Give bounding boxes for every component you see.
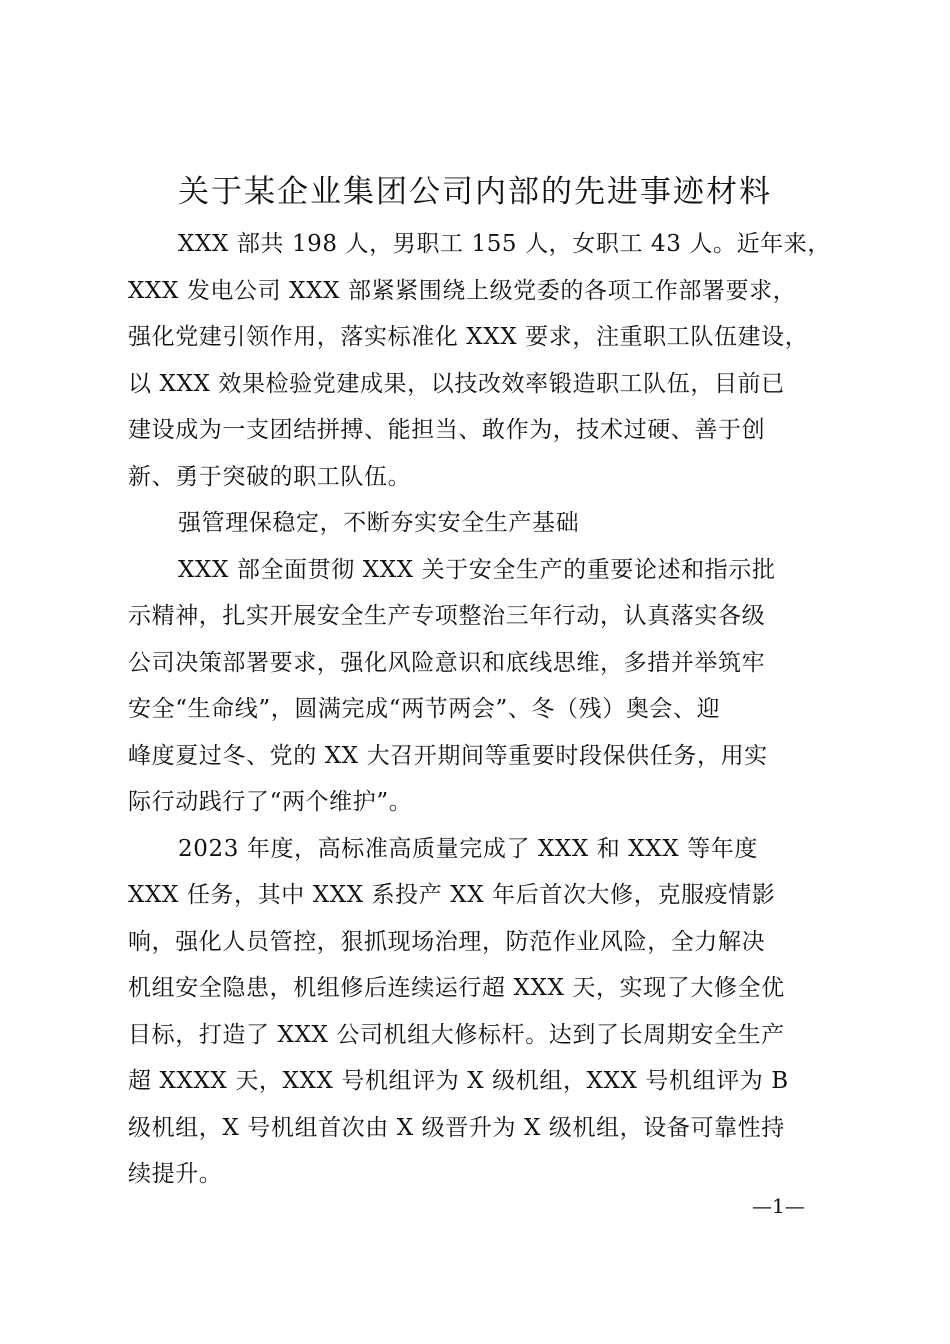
document-title: 关于某企业集团公司内部的先进事迹材料 <box>178 174 772 210</box>
paragraph-3-line-2: XXX 任务，其中 XXX 系投产 XX 年后首次大修，克服疫情影 <box>128 882 776 908</box>
paragraph-3-line-6: 超 XXXX 天，XXX 号机组评为 X 级机组，XXX 号机组评为 B <box>128 1068 789 1094</box>
paragraph-3-line-5: 目标，打造了 XXX 公司机组大修标杆。达到了长周期安全生产 <box>128 1021 785 1048</box>
document-body <box>128 221 848 1198</box>
paragraph-3-line-7: 级机组，X 号机组首次由 X 级晋升为 X 级机组，设备可靠性持 <box>128 1114 785 1141</box>
paragraph-3-line-3: 响，强化人员管控，狠抓现场治理，防范作业风险，全力解决 <box>128 928 766 955</box>
paragraph-2-line-1: XXX 部全面贯彻 XXX 关于安全生产的重要论述和指示批 <box>178 556 776 583</box>
paragraph-2-line-3: 公司决策部署要求，强化风险意识和底线思维，多措并举筑牢 <box>128 649 766 676</box>
paragraph-1-line-2: XXX 发电公司 XXX 部紧紧围绕上级党委的各项工作部署要求， <box>128 277 797 304</box>
paragraph-3-line-1: 2023 年度，高标准高质量完成了 XXX 和 XXX 等年度 <box>178 835 758 862</box>
paragraph-2-line-2: 示精神，扎实开展安全生产专项整治三年行动，认真落实各级 <box>128 603 766 629</box>
paragraph-1-line-6: 新、勇于突破的职工队伍。 <box>128 463 412 490</box>
paragraph-3-line-4: 机组安全隐患，机组修后连续运行超 XXX 天，实现了大修全优 <box>128 975 785 1001</box>
paragraph-2-line-4: 安全“生命线”，圆满完成“两节两会”、冬（残）奥会、迎 <box>128 696 721 722</box>
paragraph-3-line-8: 续提升。 <box>128 1161 223 1187</box>
paragraph-2-line-6: 际行动践行了“两个维护”。 <box>128 789 413 815</box>
paragraph-1-line-3: 强化党建引领作用，落实标准化 XXX 要求，注重职工队伍建设， <box>128 324 809 350</box>
paragraph-2-line-5: 峰度夏过冬、党的 XX 大召开期间等重要时段保供任务，用实 <box>128 742 768 769</box>
page-number: —1— <box>752 1194 805 1218</box>
paragraph-1-line-1: XXX 部共 198 人，男职工 155 人，女职工 43 人。近年来， <box>178 231 831 257</box>
section-heading: 强管理保稳定，不断夯实安全生产基础 <box>178 510 580 536</box>
paragraph-1-line-5: 建设成为一支团结拼搏、能担当、敢作为，技术过硬、善于创 <box>128 417 766 443</box>
paragraph-1-line-4: 以 XXX 效果检验党建成果，以技改效率锻造职工队伍，目前已 <box>128 370 785 397</box>
